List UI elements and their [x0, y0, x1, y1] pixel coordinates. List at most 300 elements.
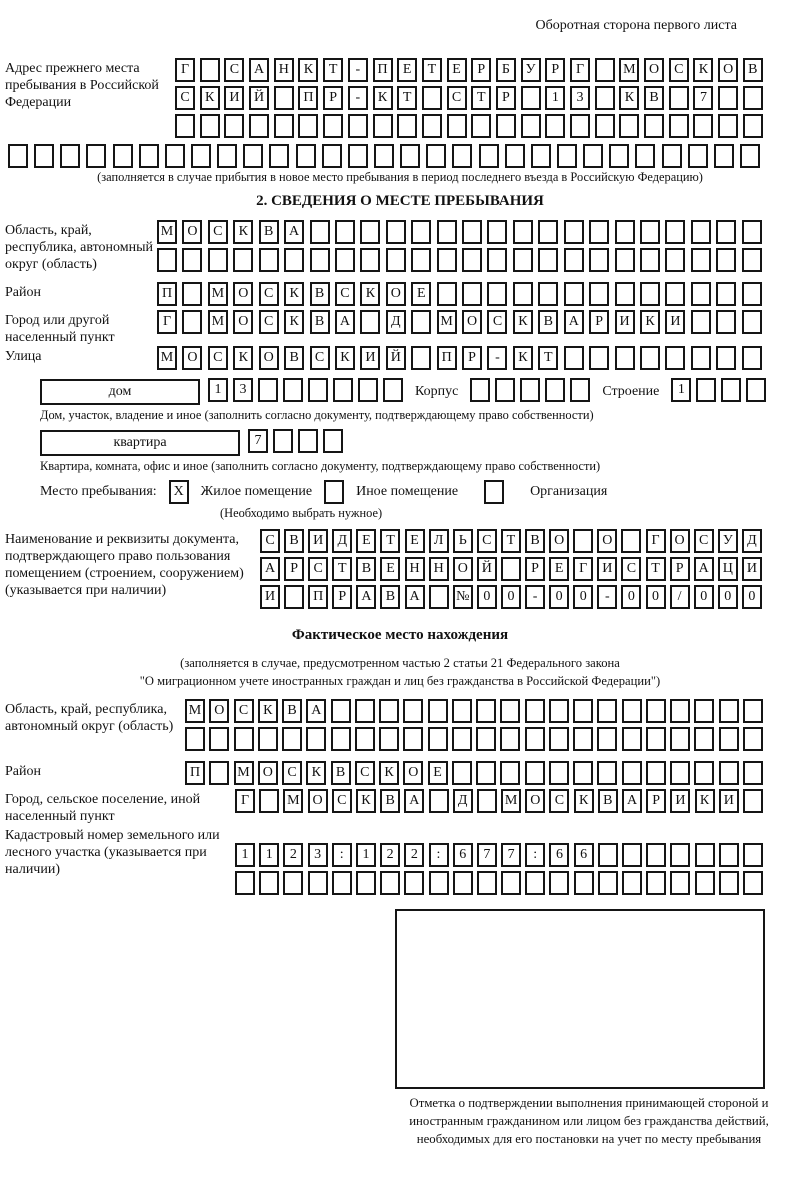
- char-cell[interactable]: М: [157, 220, 177, 244]
- char-cell[interactable]: [335, 248, 355, 272]
- char-cell[interactable]: М: [283, 789, 303, 813]
- char-cell[interactable]: В: [284, 346, 304, 370]
- char-cell[interactable]: [742, 220, 762, 244]
- char-cell[interactable]: Е: [397, 58, 417, 82]
- char-cell[interactable]: 7: [501, 843, 521, 867]
- char-cell[interactable]: 0: [742, 585, 762, 609]
- char-cell[interactable]: [719, 699, 739, 723]
- char-cell[interactable]: К: [356, 789, 376, 813]
- char-cell[interactable]: [716, 248, 736, 272]
- char-cell[interactable]: [670, 699, 690, 723]
- char-cell[interactable]: [476, 761, 496, 785]
- char-cell[interactable]: С: [669, 58, 689, 82]
- char-cell[interactable]: К: [335, 346, 355, 370]
- char-cell[interactable]: 0: [646, 585, 666, 609]
- char-cell[interactable]: [331, 699, 351, 723]
- char-cell[interactable]: [182, 310, 202, 334]
- char-cell[interactable]: И: [360, 346, 380, 370]
- char-cell[interactable]: 1: [356, 843, 376, 867]
- char-cell[interactable]: [695, 871, 715, 895]
- char-cell[interactable]: [437, 220, 457, 244]
- char-cell[interactable]: М: [619, 58, 639, 82]
- char-cell[interactable]: В: [310, 282, 330, 306]
- char-cell[interactable]: К: [574, 789, 594, 813]
- char-cell[interactable]: М: [234, 761, 254, 785]
- char-cell[interactable]: С: [621, 557, 641, 581]
- char-cell[interactable]: [743, 86, 763, 110]
- char-cell[interactable]: К: [258, 699, 278, 723]
- char-cell[interactable]: С: [260, 529, 280, 553]
- char-cell[interactable]: Ц: [718, 557, 738, 581]
- char-cell[interactable]: [259, 789, 279, 813]
- char-cell[interactable]: [426, 144, 446, 168]
- char-cell[interactable]: [379, 699, 399, 723]
- char-cell[interactable]: Т: [397, 86, 417, 110]
- char-cell[interactable]: М: [501, 789, 521, 813]
- char-cell[interactable]: [249, 114, 269, 138]
- char-cell[interactable]: [719, 871, 739, 895]
- char-cell[interactable]: В: [743, 58, 763, 82]
- char-cell[interactable]: [570, 114, 590, 138]
- char-cell[interactable]: А: [260, 557, 280, 581]
- char-cell[interactable]: -: [525, 585, 545, 609]
- char-cell[interactable]: [308, 378, 328, 402]
- char-cell[interactable]: [422, 114, 442, 138]
- char-cell[interactable]: 2: [380, 843, 400, 867]
- char-cell[interactable]: [452, 761, 472, 785]
- char-cell[interactable]: И: [742, 557, 762, 581]
- char-cell[interactable]: [500, 699, 520, 723]
- char-cell[interactable]: К: [619, 86, 639, 110]
- char-cell[interactable]: [691, 282, 711, 306]
- char-cell[interactable]: [549, 727, 569, 751]
- char-cell[interactable]: [670, 871, 690, 895]
- char-cell[interactable]: [452, 699, 472, 723]
- char-cell[interactable]: [298, 114, 318, 138]
- char-cell[interactable]: [615, 282, 635, 306]
- char-cell[interactable]: М: [157, 346, 177, 370]
- char-cell[interactable]: К: [693, 58, 713, 82]
- char-cell[interactable]: Р: [670, 557, 690, 581]
- char-cell[interactable]: В: [525, 529, 545, 553]
- char-cell[interactable]: [411, 310, 431, 334]
- char-cell[interactable]: 0: [549, 585, 569, 609]
- char-cell[interactable]: [521, 86, 541, 110]
- char-cell[interactable]: [209, 727, 229, 751]
- char-cell[interactable]: К: [360, 282, 380, 306]
- char-cell[interactable]: В: [598, 789, 618, 813]
- char-cell[interactable]: Р: [589, 310, 609, 334]
- char-cell[interactable]: 1: [259, 843, 279, 867]
- char-cell[interactable]: Н: [405, 557, 425, 581]
- char-cell[interactable]: А: [564, 310, 584, 334]
- char-cell[interactable]: №: [453, 585, 473, 609]
- char-cell[interactable]: С: [208, 346, 228, 370]
- char-cell[interactable]: [296, 144, 316, 168]
- char-cell[interactable]: [646, 761, 666, 785]
- char-cell[interactable]: С: [447, 86, 467, 110]
- char-cell[interactable]: [447, 114, 467, 138]
- char-cell[interactable]: [545, 378, 565, 402]
- char-cell[interactable]: [274, 114, 294, 138]
- char-cell[interactable]: В: [644, 86, 664, 110]
- char-cell[interactable]: [646, 843, 666, 867]
- char-cell[interactable]: [695, 843, 715, 867]
- char-cell[interactable]: У: [521, 58, 541, 82]
- char-cell[interactable]: [282, 727, 302, 751]
- char-cell[interactable]: Н: [429, 557, 449, 581]
- char-cell[interactable]: [453, 871, 473, 895]
- char-cell[interactable]: [258, 727, 278, 751]
- char-cell[interactable]: К: [695, 789, 715, 813]
- char-cell[interactable]: В: [259, 220, 279, 244]
- char-cell[interactable]: Т: [422, 58, 442, 82]
- char-cell[interactable]: И: [308, 529, 328, 553]
- char-cell[interactable]: [557, 144, 577, 168]
- char-cell[interactable]: К: [200, 86, 220, 110]
- char-cell[interactable]: Г: [646, 529, 666, 553]
- char-cell[interactable]: [719, 727, 739, 751]
- char-cell[interactable]: П: [157, 282, 177, 306]
- char-cell[interactable]: [549, 699, 569, 723]
- char-cell[interactable]: [383, 378, 403, 402]
- char-cell[interactable]: [622, 699, 642, 723]
- char-cell[interactable]: [34, 144, 54, 168]
- char-cell[interactable]: [191, 144, 211, 168]
- char-cell[interactable]: А: [306, 699, 326, 723]
- char-cell[interactable]: 3: [570, 86, 590, 110]
- char-cell[interactable]: [691, 310, 711, 334]
- char-cell[interactable]: [670, 727, 690, 751]
- char-cell[interactable]: [545, 114, 565, 138]
- char-cell[interactable]: [665, 282, 685, 306]
- char-cell[interactable]: О: [233, 282, 253, 306]
- char-cell[interactable]: [621, 529, 641, 553]
- char-cell[interactable]: [411, 220, 431, 244]
- char-cell[interactable]: [374, 144, 394, 168]
- char-cell[interactable]: [306, 727, 326, 751]
- char-cell[interactable]: Й: [249, 86, 269, 110]
- char-cell[interactable]: [573, 699, 593, 723]
- char-cell[interactable]: [520, 378, 540, 402]
- char-cell[interactable]: Р: [332, 585, 352, 609]
- char-cell[interactable]: [348, 144, 368, 168]
- char-cell[interactable]: [646, 727, 666, 751]
- char-cell[interactable]: [386, 220, 406, 244]
- char-cell[interactable]: Л: [429, 529, 449, 553]
- char-cell[interactable]: К: [284, 282, 304, 306]
- char-cell[interactable]: Р: [525, 557, 545, 581]
- char-cell[interactable]: [694, 761, 714, 785]
- char-cell[interactable]: Г: [235, 789, 255, 813]
- char-cell[interactable]: К: [373, 86, 393, 110]
- char-cell[interactable]: [476, 699, 496, 723]
- char-cell[interactable]: [322, 144, 342, 168]
- char-cell[interactable]: [513, 220, 533, 244]
- char-cell[interactable]: [669, 114, 689, 138]
- char-cell[interactable]: [742, 248, 762, 272]
- char-cell[interactable]: [538, 220, 558, 244]
- char-cell[interactable]: Г: [157, 310, 177, 334]
- char-cell[interactable]: С: [234, 699, 254, 723]
- char-cell[interactable]: [622, 761, 642, 785]
- char-cell[interactable]: Г: [573, 557, 593, 581]
- char-cell[interactable]: [646, 871, 666, 895]
- char-cell[interactable]: [573, 529, 593, 553]
- char-cell[interactable]: [691, 248, 711, 272]
- char-cell[interactable]: О: [386, 282, 406, 306]
- char-cell[interactable]: С: [308, 557, 328, 581]
- char-cell[interactable]: [670, 843, 690, 867]
- char-cell[interactable]: :: [525, 843, 545, 867]
- char-cell[interactable]: [208, 248, 228, 272]
- char-cell[interactable]: И: [719, 789, 739, 813]
- char-cell[interactable]: Е: [356, 529, 376, 553]
- char-cell[interactable]: [694, 699, 714, 723]
- char-cell[interactable]: 0: [694, 585, 714, 609]
- char-cell[interactable]: :: [332, 843, 352, 867]
- char-cell[interactable]: [8, 144, 28, 168]
- char-cell[interactable]: [477, 789, 497, 813]
- char-cell[interactable]: Е: [428, 761, 448, 785]
- char-cell[interactable]: С: [477, 529, 497, 553]
- char-cell[interactable]: [471, 114, 491, 138]
- char-cell[interactable]: 7: [477, 843, 497, 867]
- char-cell[interactable]: [525, 699, 545, 723]
- char-cell[interactable]: [525, 871, 545, 895]
- char-cell[interactable]: Т: [471, 86, 491, 110]
- char-cell[interactable]: П: [308, 585, 328, 609]
- char-cell[interactable]: [564, 282, 584, 306]
- checkbox-other-premises[interactable]: [324, 480, 344, 504]
- char-cell[interactable]: Е: [380, 557, 400, 581]
- char-cell[interactable]: Д: [453, 789, 473, 813]
- char-cell[interactable]: О: [233, 310, 253, 334]
- char-cell[interactable]: [308, 871, 328, 895]
- char-cell[interactable]: [549, 761, 569, 785]
- char-cell[interactable]: А: [356, 585, 376, 609]
- char-cell[interactable]: [234, 727, 254, 751]
- char-cell[interactable]: [86, 144, 106, 168]
- char-cell[interactable]: Й: [477, 557, 497, 581]
- char-cell[interactable]: Е: [411, 282, 431, 306]
- char-cell[interactable]: К: [306, 761, 326, 785]
- char-cell[interactable]: [462, 248, 482, 272]
- char-cell[interactable]: [595, 58, 615, 82]
- char-cell[interactable]: В: [356, 557, 376, 581]
- char-cell[interactable]: [564, 346, 584, 370]
- char-cell[interactable]: [646, 699, 666, 723]
- char-cell[interactable]: [284, 585, 304, 609]
- char-cell[interactable]: [714, 144, 734, 168]
- char-cell[interactable]: В: [538, 310, 558, 334]
- char-cell[interactable]: Р: [284, 557, 304, 581]
- char-cell[interactable]: У: [718, 529, 738, 553]
- char-cell[interactable]: [283, 378, 303, 402]
- char-cell[interactable]: [693, 114, 713, 138]
- char-cell[interactable]: С: [332, 789, 352, 813]
- char-cell[interactable]: [609, 144, 629, 168]
- char-cell[interactable]: [721, 378, 741, 402]
- char-cell[interactable]: [335, 220, 355, 244]
- char-cell[interactable]: [716, 282, 736, 306]
- char-cell[interactable]: И: [597, 557, 617, 581]
- char-cell[interactable]: [360, 310, 380, 334]
- char-cell[interactable]: Р: [323, 86, 343, 110]
- char-cell[interactable]: [209, 761, 229, 785]
- char-cell[interactable]: Д: [332, 529, 352, 553]
- char-cell[interactable]: [644, 114, 664, 138]
- char-cell[interactable]: [742, 310, 762, 334]
- char-cell[interactable]: [622, 843, 642, 867]
- char-cell[interactable]: [598, 871, 618, 895]
- char-cell[interactable]: [400, 144, 420, 168]
- char-cell[interactable]: С: [259, 310, 279, 334]
- char-cell[interactable]: [500, 761, 520, 785]
- char-cell[interactable]: [597, 699, 617, 723]
- char-cell[interactable]: [595, 86, 615, 110]
- char-cell[interactable]: 0: [501, 585, 521, 609]
- char-cell[interactable]: 0: [573, 585, 593, 609]
- char-cell[interactable]: [477, 871, 497, 895]
- char-cell[interactable]: 7: [693, 86, 713, 110]
- char-cell[interactable]: [574, 871, 594, 895]
- char-cell[interactable]: С: [224, 58, 244, 82]
- char-cell[interactable]: [437, 248, 457, 272]
- char-cell[interactable]: А: [405, 585, 425, 609]
- char-cell[interactable]: [348, 114, 368, 138]
- char-cell[interactable]: /: [670, 585, 690, 609]
- char-cell[interactable]: [688, 144, 708, 168]
- char-cell[interactable]: [360, 220, 380, 244]
- char-cell[interactable]: О: [259, 346, 279, 370]
- char-cell[interactable]: :: [429, 843, 449, 867]
- char-cell[interactable]: О: [403, 761, 423, 785]
- char-cell[interactable]: О: [718, 58, 738, 82]
- char-cell[interactable]: 3: [308, 843, 328, 867]
- char-cell[interactable]: [505, 144, 525, 168]
- char-cell[interactable]: [476, 727, 496, 751]
- char-cell[interactable]: [538, 248, 558, 272]
- char-cell[interactable]: [360, 248, 380, 272]
- char-cell[interactable]: [513, 282, 533, 306]
- char-cell[interactable]: П: [373, 58, 393, 82]
- char-cell[interactable]: [570, 378, 590, 402]
- char-cell[interactable]: [691, 346, 711, 370]
- char-cell[interactable]: Т: [380, 529, 400, 553]
- char-cell[interactable]: [525, 727, 545, 751]
- char-cell[interactable]: [696, 378, 716, 402]
- char-cell[interactable]: [373, 114, 393, 138]
- char-cell[interactable]: [716, 346, 736, 370]
- char-cell[interactable]: [589, 248, 609, 272]
- char-cell[interactable]: К: [640, 310, 660, 334]
- char-cell[interactable]: [501, 557, 521, 581]
- char-cell[interactable]: О: [670, 529, 690, 553]
- char-cell[interactable]: -: [348, 86, 368, 110]
- char-cell[interactable]: [564, 220, 584, 244]
- char-cell[interactable]: [258, 378, 278, 402]
- char-cell[interactable]: Т: [538, 346, 558, 370]
- char-cell[interactable]: К: [233, 346, 253, 370]
- char-cell[interactable]: Р: [471, 58, 491, 82]
- char-cell[interactable]: [501, 871, 521, 895]
- char-cell[interactable]: [355, 699, 375, 723]
- char-cell[interactable]: [662, 144, 682, 168]
- char-cell[interactable]: [113, 144, 133, 168]
- char-cell[interactable]: [437, 282, 457, 306]
- char-cell[interactable]: [500, 727, 520, 751]
- char-cell[interactable]: [640, 248, 660, 272]
- char-cell[interactable]: [235, 871, 255, 895]
- char-cell[interactable]: [718, 114, 738, 138]
- char-cell[interactable]: 7: [248, 429, 268, 453]
- char-cell[interactable]: К: [233, 220, 253, 244]
- char-cell[interactable]: [669, 86, 689, 110]
- char-cell[interactable]: М: [208, 310, 228, 334]
- char-cell[interactable]: [743, 699, 763, 723]
- char-cell[interactable]: [573, 761, 593, 785]
- char-cell[interactable]: [224, 114, 244, 138]
- char-cell[interactable]: [428, 727, 448, 751]
- char-cell[interactable]: [716, 220, 736, 244]
- char-cell[interactable]: 1: [235, 843, 255, 867]
- char-cell[interactable]: [597, 727, 617, 751]
- char-cell[interactable]: [269, 144, 289, 168]
- char-cell[interactable]: [615, 220, 635, 244]
- char-cell[interactable]: О: [597, 529, 617, 553]
- char-cell[interactable]: О: [182, 220, 202, 244]
- char-cell[interactable]: К: [513, 310, 533, 334]
- char-cell[interactable]: [274, 86, 294, 110]
- char-cell[interactable]: [380, 871, 400, 895]
- char-cell[interactable]: Д: [386, 310, 406, 334]
- char-cell[interactable]: [743, 727, 763, 751]
- char-cell[interactable]: [428, 699, 448, 723]
- char-cell[interactable]: -: [348, 58, 368, 82]
- char-cell[interactable]: [513, 248, 533, 272]
- char-cell[interactable]: О: [644, 58, 664, 82]
- char-cell[interactable]: [358, 378, 378, 402]
- char-cell[interactable]: Р: [646, 789, 666, 813]
- char-cell[interactable]: [743, 843, 763, 867]
- char-cell[interactable]: Й: [386, 346, 406, 370]
- char-cell[interactable]: Н: [274, 58, 294, 82]
- char-cell[interactable]: Т: [332, 557, 352, 581]
- char-cell[interactable]: [746, 378, 766, 402]
- char-cell[interactable]: [716, 310, 736, 334]
- char-cell[interactable]: Е: [549, 557, 569, 581]
- char-cell[interactable]: [233, 248, 253, 272]
- char-cell[interactable]: [355, 727, 375, 751]
- char-cell[interactable]: [694, 727, 714, 751]
- char-cell[interactable]: [597, 761, 617, 785]
- char-cell[interactable]: В: [380, 585, 400, 609]
- char-cell[interactable]: [665, 248, 685, 272]
- char-cell[interactable]: М: [437, 310, 457, 334]
- char-cell[interactable]: Г: [570, 58, 590, 82]
- char-cell[interactable]: [718, 86, 738, 110]
- char-cell[interactable]: М: [208, 282, 228, 306]
- char-cell[interactable]: [200, 58, 220, 82]
- char-cell[interactable]: О: [549, 529, 569, 553]
- char-cell[interactable]: [487, 220, 507, 244]
- char-cell[interactable]: С: [694, 529, 714, 553]
- char-cell[interactable]: [531, 144, 551, 168]
- char-cell[interactable]: [429, 585, 449, 609]
- char-cell[interactable]: 2: [404, 843, 424, 867]
- char-cell[interactable]: [403, 699, 423, 723]
